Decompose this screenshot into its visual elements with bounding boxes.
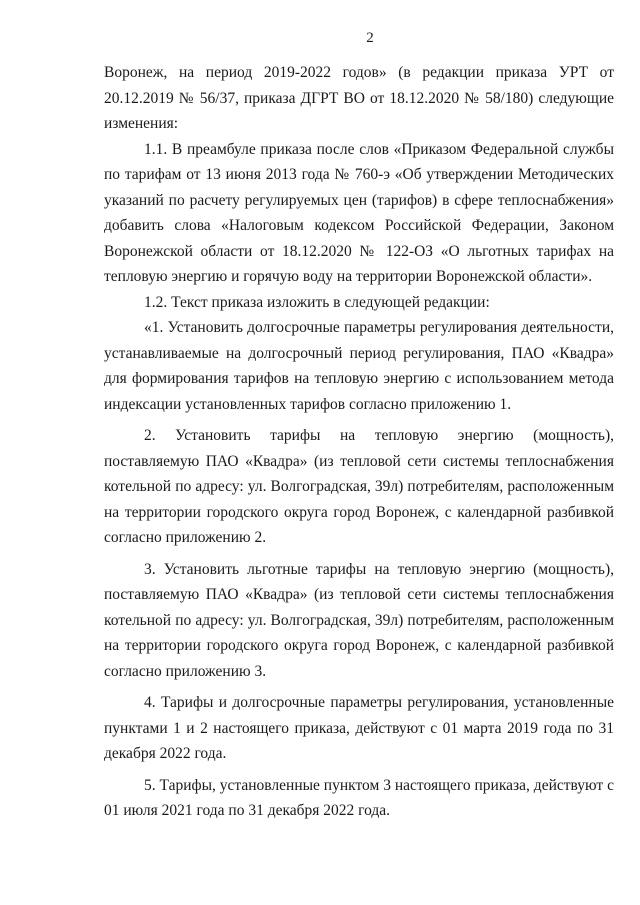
page-number: 2 xyxy=(366,30,374,46)
paragraph-1-1: 1.1. В преамбуле приказа после слов «Приказом Федеральной службы по тарифам от 13 июня 2013 года № 760-э «Об утверждении Методических указаний по расчету регулируемых цен (тарифов) в сфере теплоснабжения» добавить слова «Налоговым кодексом Российской Федерации, Законом Воронежской области от 18.12.2020 № 122-ОЗ «О льготных тарифах на тепловую энергию и горячую воду на территории Воронежской области». xyxy=(104,140,614,285)
paragraph-continuation: Воронеж, на период 2019-2022 годов» (в редакции приказа УРТ от 20.12.2019 № 56/37, приказа ДГРТ ВО от 18.12.2020 № 58/180) следующие изменения: xyxy=(104,64,614,132)
paragraph-item-3: 3. Установить льготные тарифы на тепловую энергию (мощность), поставляемую ПАО «Квадра» (из тепловой сети системы теплоснабжения котельной по адресу: ул. Волгоградская, 39л) потребителям, расположенным на территории городского округа город Воронеж, с календарной разбивкой согласно приложению 3. xyxy=(104,560,614,680)
paragraph-item-1: «1. Установить долгосрочные параметры регулирования деятельности, устанавливаемые на долгосрочный период регулирования, ПАО «Квадра» для формирования тарифов на тепловую энергию с использованием метода индексации установленных тарифов согласно приложению 1. xyxy=(104,319,614,413)
paragraph-item-5: 5. Тарифы, установленные пунктом 3 настоящего приказа, действуют с 01 июля 2021 года по 31 декабря 2022 года. xyxy=(104,776,614,819)
paragraph-item-4: 4. Тарифы и долгосрочные параметры регулирования, установленные пунктами 1 и 2 настоящего приказа, действуют с 01 марта 2019 года по 31 декабря 2022 года. xyxy=(104,694,614,762)
paragraph-1-2: 1.2. Текст приказа изложить в следующей редакции: xyxy=(144,293,490,311)
paragraph-item-2: 2. Установить тарифы на тепловую энергию (мощность), поставляемую ПАО «Квадра» (из тепловой сети системы теплоснабжения котельной по адресу: ул. Волгоградская, 39л) потребителям, расположенным на территории городского округа город Воронеж, с календарной разбивкой согласно приложению 2. xyxy=(104,427,614,546)
document-body xyxy=(104,60,614,824)
